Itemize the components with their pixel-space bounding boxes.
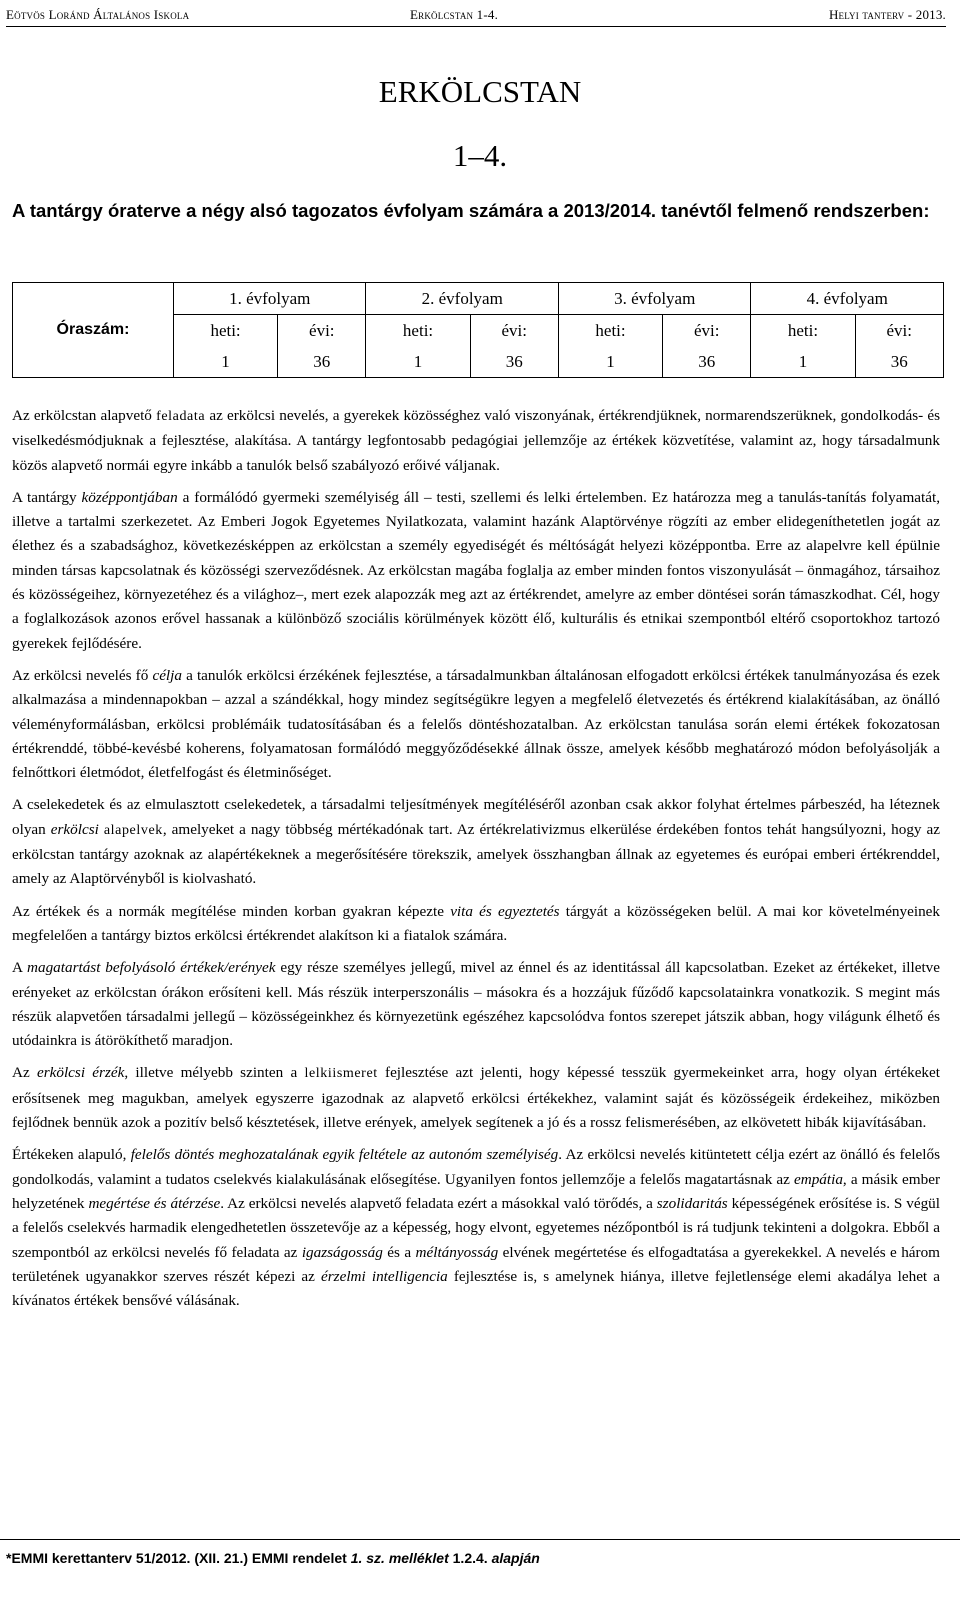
text-run: A cselekedetek és az elmulasztott cselekedetek, a társadalmi teljesítmények megítéléséről azonban csak akkor folyhat értelmes párbeszéd, ha léteznek olyan: [12, 796, 940, 838]
text-run: egy része személyes jellegű, mivel az énnel és az identitással áll kapcsolatban. Ezeket az értékeket, illetve erényeket az erkölcstan órákon erősíteni kell. Más részük interperszonális – másokra és a hozzájuk fűződő kapcsolatainkra vonatkozik. S megint más részük alapvetően társadalmi jellegű – közösségeinkhez és környezetünk egészéhez kapcsolódva fontos szerepet játszik abban, hogy világunk élhető és utódainkra is átörökíthető maradjon.: [12, 959, 940, 1050]
text-run: elvének megértetése és elfogadtatása a gyerekekkel. A nevelés e három területének ugyanakkor szerves részét képezi az: [12, 1243, 940, 1285]
yearly-value: 36: [663, 346, 751, 378]
document-subtitle: 1–4.: [452, 138, 508, 173]
yearly-label: évi:: [470, 315, 558, 347]
body-text: [12, 404, 940, 1321]
text-run: képességének erősítése is. S végül a felelős cselekvés harmadik elengedhetetlen összetevője az a képesség, hogy elvont, egyetemes nézőpontból is rá tudjunk tekinteni a dolgokra. Ebből a szempontból az erkölcsi nevelés fő feladata az: [12, 1194, 940, 1261]
footnote-italic: 1. sz. melléklet: [350, 1550, 449, 1566]
body-paragraph: [12, 664, 940, 785]
text-run: , illetve mélyebb szinten a: [124, 1064, 305, 1082]
body-paragraph: [12, 793, 940, 891]
yearly-label: évi:: [855, 315, 943, 347]
body-paragraph: [12, 404, 940, 478]
text-run: . Az erkölcsi nevelés alapvető feladata ezért a másokkal való törődés, a: [220, 1194, 657, 1212]
text-run: tárgyát a közösségeken belül. A mai kor követelményeinek megfelelően a tantárgy biztos erkölcsi értékrendet alakítson ki a fiatalok számára.: [12, 902, 941, 944]
emphasis-text: magatartást befolyásoló értékek/erények: [27, 959, 276, 977]
running-header: [6, 2, 946, 27]
emphasis-text: erkölcsi: [50, 820, 99, 838]
text-run: , a másik ember helyzetének: [12, 1170, 940, 1212]
yearly-value: 36: [278, 346, 366, 378]
body-paragraph: [12, 956, 940, 1053]
weekly-value: 1: [751, 346, 855, 378]
spaced-term: lelkiismeret: [304, 1066, 378, 1082]
text-run: fejlesztése azt jelenti, hogy képessé tesszük gyermekeinket arra, hogy olyan értékeket erősítsenek meg magukban, amelyek egyszerre igazodnak az alapvető erkölcsi értékekhez, valamint saját és közösségeik érdekeihez, miközben fejlődnek bennük azok a pozitív belső késztetések, illetve erények, amelyek segítenek a jó és a rossz felismerésében, az elkövetett hibák kijavításában.: [12, 1064, 940, 1132]
grade-3-header: 3. évfolyam: [558, 283, 750, 315]
body-paragraph: [12, 900, 940, 949]
header-curriculum: Helyi tanterv - 2013.: [828, 7, 946, 22]
grade-2-header: 2. évfolyam: [366, 283, 558, 315]
weekly-value: 1: [366, 346, 470, 378]
page-footer: [0, 1539, 960, 1618]
spaced-term: alapelvek: [103, 822, 163, 838]
yearly-value: 36: [855, 346, 943, 378]
emphasis-text: megértése és átérzése: [88, 1194, 221, 1212]
text-run: , amelyeket a nagy többség mértékadónak tart. Az értékrelativizmus elkerülése érdekében fontos tehát hangsúlyozni, hogy az erkölcstan tantárgy azoknak az alapértékeknek a megerősítésére törekszik, amelyek összhangban állnak az egyetemes és európai emberi értékrenddel, amely az Alaptörvényből is kiolvasható.: [12, 820, 941, 888]
text-run: . Az erkölcsi nevelés kitüntetett célja ezért az önálló és felelős gondolkodás, valamint a tudatos cselekvés kialakulásának elősegítése. Ugyanilyen fontos jellemzője a felelős magatartásnak az: [12, 1146, 941, 1188]
weekly-value: 1: [174, 346, 278, 378]
spaced-term: feladata: [156, 409, 206, 424]
text-run: Értékeken alapuló,: [12, 1146, 131, 1164]
emphasis-text: vita és egyeztetés: [450, 902, 560, 920]
header-school-name: Eötvös Loránd Általános Iskola: [6, 7, 190, 22]
emphasis-text: méltányosság: [415, 1243, 499, 1261]
weekly-label: heti:: [174, 315, 278, 347]
intro-heading: A tantárgy óraterve a négy alsó tagozatos évfolyam számára a 2013/2014. tanévtől felmenő rendszerben:: [12, 200, 930, 221]
footnote: [6, 1550, 540, 1566]
hours-table: [12, 282, 944, 378]
weekly-label: heti:: [558, 315, 662, 347]
yearly-value: 36: [470, 346, 558, 378]
emphasis-text: szolidaritás: [656, 1194, 728, 1212]
emphasis-text: igazságosság: [301, 1243, 383, 1261]
text-run: Az erkölcsi nevelés fő: [12, 666, 153, 684]
emphasis-text: érzelmi intelligencia: [321, 1267, 448, 1285]
text-run: a tanulók erkölcsi érzékének fejlesztése, a társadalmunkban általánosan elfogadott erkölcsi értékek tanulmányozása és ezek alkalmazása a mindennapokban – azzal a szándékkal, hogy mindez segítségükre legyen a megfelelő életvezetés és értékrend kialakításában, az önálló véleményformálásban, erkölcsi problémáik tudatosításában és a felelős döntéshozatalban. Az erkölcstan tanulása során elemi értékek fokozatosan értékrenddé, többé-kevésbé koherens, folyamatosan formálódó meggyőződésekké állnak össze, amelyek később meghatározó módon befolyásolják a felnőttkori életmódot, életfelfogást és életminőséget.: [12, 666, 940, 782]
text-run: az erkölcsi nevelés, a gyerekek közösséghez való viszonyának, értékrendjüknek, normarendszerüknek, gondolkodás- és viselkedésmódjuknak a fejlesztése, alakítása. A tantárgy legfontosabb pedagógiai jellemzője az értékek közvetítése, valamint az, hogy társadalmunk közös alapvető normái egyre inkább a tanulók belső szabályozó erőivé váljanak.: [12, 407, 940, 474]
text-run: a formálódó gyermeki személyiség áll – testi, szellemi és lelki értelemben. Ez határozza meg a tanulás-tanítás folyamatát, illetve a tartalmi szerkezetet. Az Emberi Jogok Egyetemes Nyilatkozata, valamint hazánk Alaptörvénye rögzíti az ember elidegeníthetetlen jogát az élethez és a szabadsághoz, következésképpen az erkölcstan a személy egyediségét és méltóságát helyezi középpontba. Erre az alapelvre kell épülnie minden társas kapcsolatnak és közösségi szerveződésnek. Az erkölcstan magába foglalja az ember minden fontos viszonyulását – önmagához, társaihoz és közösségeihez, környezetéhez és a világhoz–, mert ezek alapozzák meg azt az értékrendet, amelyre az ember döntései során támaszkodhat. Cél, hogy a foglalkozások azonos erővel hassanak a különböző szociális körülmények között élő, kulturális és etnikai szempontból eltérő csoportokhoz tartozó gyerekek fejlődésére.: [12, 488, 940, 652]
emphasis-text: empátia: [793, 1170, 843, 1188]
header-subject: Erkölcstan 1-4.: [410, 7, 499, 22]
footnote-prefix: *EMMI kerettanterv 51/2012. (XII. 21.) EMMI rendelet: [6, 1550, 351, 1566]
text-run: és a: [382, 1243, 416, 1261]
body-paragraph: [12, 1143, 940, 1313]
body-paragraph: [12, 486, 940, 656]
text-run: Az: [12, 1064, 37, 1082]
grade-1-header: 1. évfolyam: [174, 283, 366, 315]
footnote-italic-2: alapján: [491, 1550, 540, 1566]
emphasis-text: erkölcsi érzék: [36, 1064, 125, 1082]
emphasis-text: középpontjában: [81, 488, 178, 506]
emphasis-text: felelős döntés meghozatalának egyik feltétele az autonóm személyiség: [130, 1146, 559, 1164]
text-run: A tantárgy: [12, 488, 82, 506]
text-run: A: [12, 959, 28, 977]
text-run: Az értékek és a normák megítélése minden korban gyakran képezte: [12, 902, 451, 920]
weekly-value: 1: [558, 346, 662, 378]
table-header-row: [13, 283, 944, 315]
grade-4-header: 4. évfolyam: [751, 283, 944, 315]
weekly-label: heti:: [366, 315, 470, 347]
document-title: ERKÖLCSTAN: [378, 74, 582, 109]
body-paragraph: [12, 1061, 940, 1135]
row-label-cell: Óraszám:: [13, 283, 174, 378]
footnote-suffix: 1.2.4.: [448, 1550, 492, 1566]
text-run: Az erkölcstan alapvető: [12, 407, 157, 424]
yearly-label: évi:: [278, 315, 366, 347]
weekly-label: heti:: [751, 315, 855, 347]
text-run: fejlesztése is, s amelynek hiánya, illetve fejletlensége elemi akadálya lehet a kívánatos értékek bensővé válásának.: [12, 1267, 941, 1310]
emphasis-text: célja: [152, 666, 182, 684]
yearly-label: évi:: [663, 315, 751, 347]
